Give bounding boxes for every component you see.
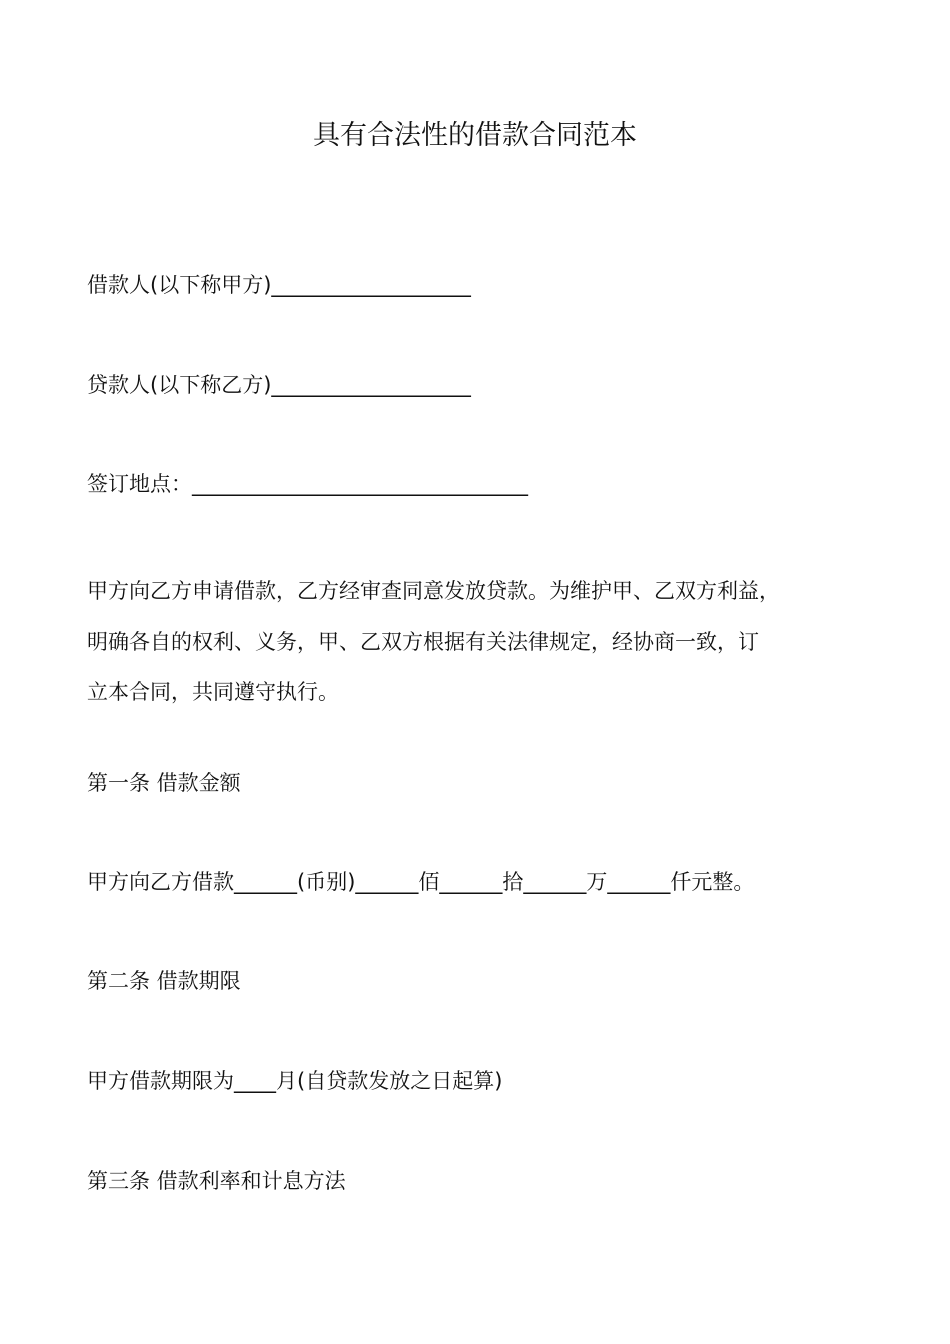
article-2-body: 甲方借款期限为____月(自贷款发放之日起算) [87,1069,503,1093]
article-3-heading: 第三条 借款利率和计息方法 [87,1169,346,1193]
intro-paragraph [87,566,887,718]
intro-line: 甲方向乙方申请借款，乙方经审查同意发放贷款。为维护甲、乙双方利益， [87,579,780,603]
borrower-line: 借款人(以下称甲方)___________________ [87,273,471,297]
article-2-heading: 第二条 借款期限 [87,969,241,993]
intro-line: 明确各自的权利、义务，甲、乙双方根据有关法律规定，经协商一致，订 [87,629,759,654]
article-1-body: 甲方向乙方借款______(币别)______佰______拾______万______仟元整。 [87,870,755,894]
article-1-heading: 第一条 借款金额 [87,771,241,795]
lender-line: 贷款人(以下称乙方)___________________ [87,373,471,397]
intro-line: 立本合同，共同遵守执行。 [87,680,339,704]
signing-place-line: 签订地点：________________________________ [87,472,528,496]
document-title: 具有合法性的借款合同范本 [313,120,637,151]
